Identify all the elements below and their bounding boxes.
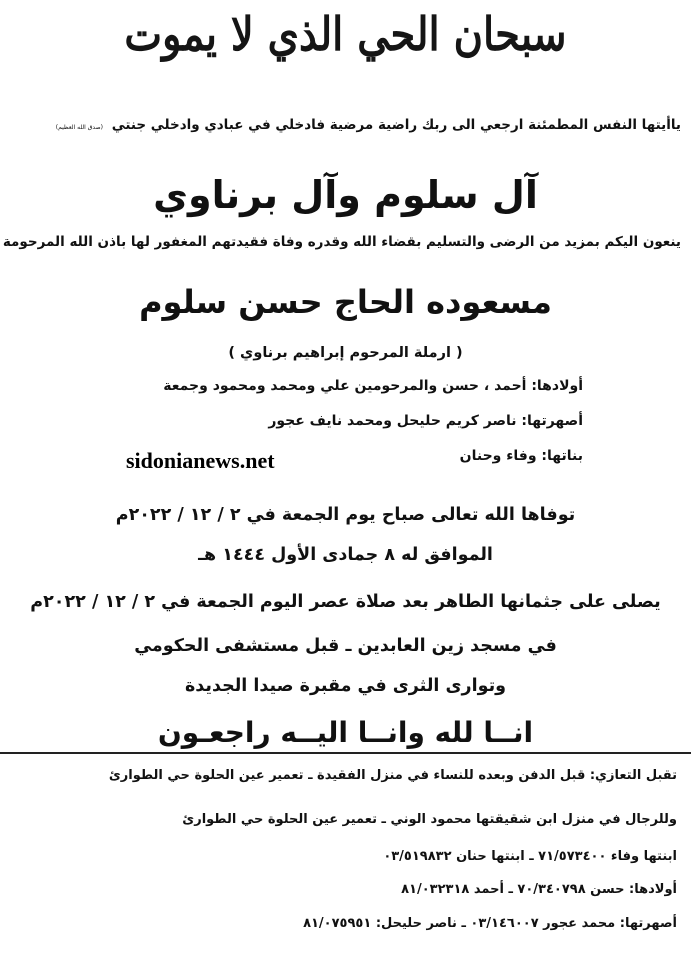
closing-verse: انــا لله وانــا اليــه راجعـون xyxy=(157,716,534,749)
section-divider xyxy=(0,752,691,754)
sons-in-law-line: أصهرتها: ناصر كريم حليحل ومحمد نايف عجور xyxy=(268,413,583,429)
daughters-line: بناتها: وفاء وحنان xyxy=(459,448,583,464)
quran-verse xyxy=(30,117,681,133)
watermark-text: sidonianews.net xyxy=(126,448,275,473)
calligraphy-header: سبحان الحي الذي لا يموت xyxy=(124,7,567,62)
death-date-line: توفاها الله تعالى صباح يوم الجمعة في ٢ / ١٢ / ٢٠٢٢م xyxy=(115,505,576,525)
funeral-prayer-line: يصلى على جثمانها الطاهر بعد صلاة عصر اليوم الجمعة في ٢ / ١٢ / ٢٠٢٢م xyxy=(30,592,661,612)
widow-of: ( ارملة المرحوم إبراهيم برناوي ) xyxy=(228,345,463,361)
in-laws-phones: أصهرتها: محمد عجور ٠٣/١٤٦٠٠٧ ـ ناصر حليحل: ٨١/٠٧٥٩٥١ xyxy=(303,916,677,931)
quran-verse-text: ياأيتها النفس المطمئنة ارجعي الى ربك راضية مرضية فادخلي في عبادي وادخلي جنتي xyxy=(111,117,681,133)
hijri-date-line: الموافق له ٨ جمادى الأول ١٤٤٤ هـ xyxy=(198,545,493,565)
mosque-line: في مسجد زين العابدين ـ قبل مستشفى الحكومي xyxy=(134,636,557,656)
announcement: ينعون اليكم بمزيد من الرضى والتسليم بقضاء الله وقدره وفاة فقيدتهم المغفور لها باذن الله المرحومة xyxy=(2,234,681,250)
deceased-name: مسعوده الحاج حسن سلوم xyxy=(139,283,552,321)
quran-reference: (صدق الله العظيم) xyxy=(55,124,103,131)
sons-line: أولادها: أحمد ، حسن والمرحومين علي ومحمد ومحمود وجمعة xyxy=(163,378,583,394)
families-title: آل سلوم وآل برناوي xyxy=(153,173,538,217)
sons-phones: أولادها: حسن ٧٠/٣٤٠٧٩٨ ـ أحمد ٨١/٠٣٢٣١٨ xyxy=(401,882,677,897)
condolences-men: وللرجال في منزل ابن شقيقتها محمود الوني ـ تعمير عين الحلوة حي الطوارئ xyxy=(182,812,677,827)
condolences-women: تقبل التعازي: قبل الدفن وبعده للنساء في منزل الفقيدة ـ تعمير عين الحلوة حي الطوارئ xyxy=(108,768,677,783)
burial-line: وتوارى الثرى في مقبرة صيدا الجديدة xyxy=(184,676,507,696)
daughters-phones: ابنتها وفاء ٧١/٥٧٣٤٠٠ ـ ابنتها حنان ٠٣/٥١٩٨٣٢ xyxy=(383,849,677,864)
